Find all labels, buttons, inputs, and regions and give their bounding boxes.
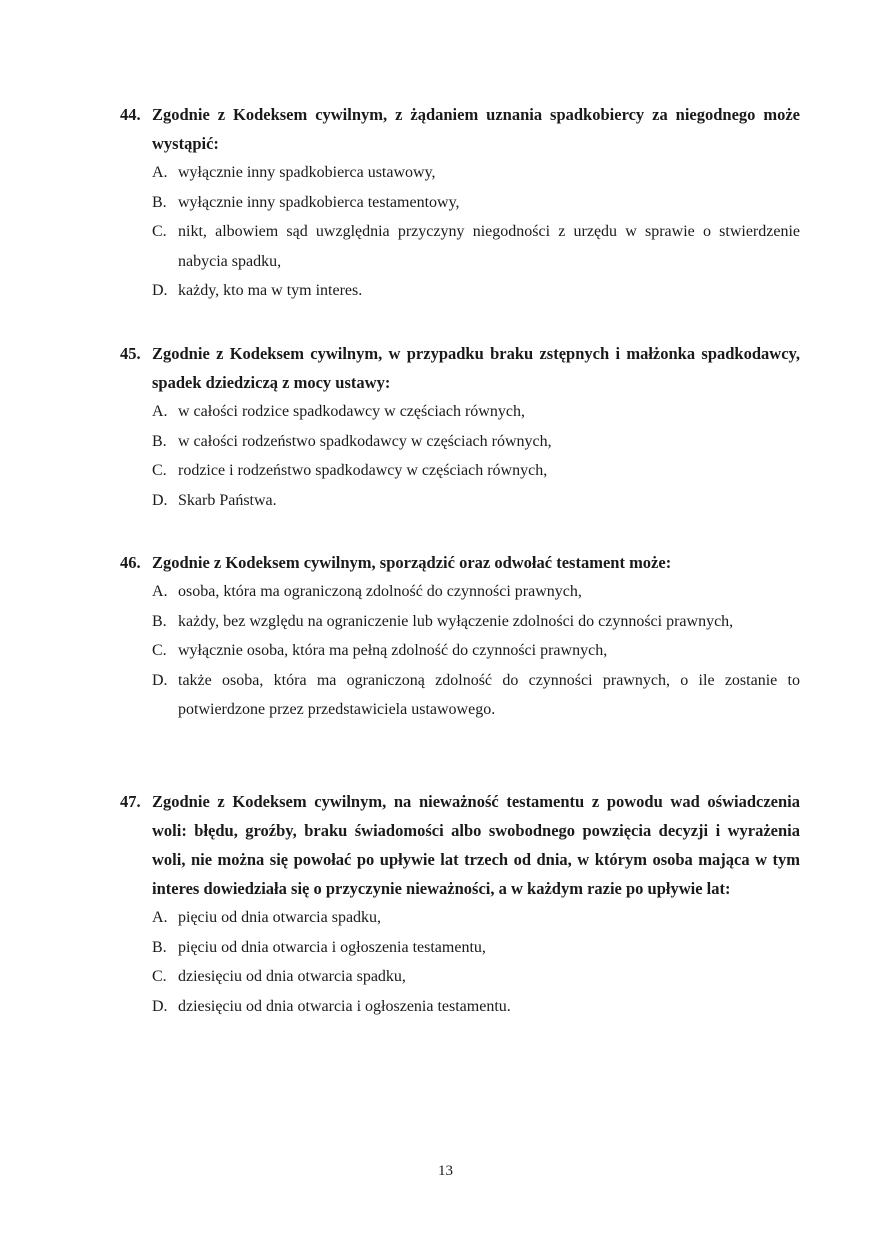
- answer-text: pięciu od dnia otwarcia spadku,: [178, 909, 382, 926]
- answer-text: wyłącznie inny spadkobierca ustawowy,: [178, 164, 436, 181]
- answer-letter: D.: [152, 671, 168, 689]
- answer-letter: C.: [152, 223, 167, 240]
- question-stem: [120, 339, 800, 397]
- answer-text: Skarb Państwa.: [178, 491, 277, 509]
- question-47: [120, 787, 800, 1021]
- answer-letter: B.: [152, 938, 167, 956]
- answer-text: także osoba, która ma ograniczoną zdolność do czynności prawnych, o ile zostanie to potwierdzone przez przedstawiciela ustawowego.: [178, 671, 800, 718]
- answer-option-d: [120, 666, 800, 725]
- question-number: 45.: [120, 344, 141, 363]
- question-45: [120, 339, 800, 515]
- answer-text: w całości rodzice spadkodawcy w częściach równych,: [178, 403, 525, 420]
- answer-text: każdy, bez względu na ograniczenie lub wyłączenie zdolności do czynności prawnych,: [178, 612, 734, 630]
- answer-option-d: [120, 486, 800, 516]
- question-number: 47.: [120, 792, 141, 811]
- answer-text: każdy, kto ma w tym interes.: [178, 282, 363, 299]
- answer-option-c: [120, 456, 800, 486]
- answer-option-c: [120, 962, 800, 992]
- answer-list: [120, 158, 800, 306]
- answer-letter: A.: [152, 403, 168, 420]
- question-number: 44.: [120, 105, 141, 124]
- answer-letter: B.: [152, 612, 167, 630]
- answer-text: wyłącznie osoba, która ma pełną zdolność do czynności prawnych,: [178, 642, 608, 659]
- answer-option-d: [120, 992, 800, 1022]
- answer-list: [120, 903, 800, 1021]
- question-text: Zgodnie z Kodeksem cywilnym, w przypadku braku zstępnych i małżonka spadkodawcy, spadek dziedziczą z mocy ustawy:: [152, 344, 800, 392]
- answer-text: nikt, albowiem sąd uwzględnia przyczyny niegodności z urzędu w sprawie o stwierdzenie nabycia spadku,: [178, 223, 800, 270]
- answer-letter: D.: [152, 491, 168, 509]
- answer-text: dziesięciu od dnia otwarcia spadku,: [178, 968, 406, 985]
- answer-option-a: [120, 903, 800, 933]
- answer-option-b: [120, 933, 800, 963]
- answer-option-a: [120, 158, 800, 188]
- answer-option-d: [120, 276, 800, 306]
- question-text: Zgodnie z Kodeksem cywilnym, z żądaniem uznania spadkobiercy za niegodnego może wystąpić:: [152, 105, 800, 153]
- answer-option-c: [120, 217, 800, 276]
- answer-letter: C.: [152, 968, 167, 985]
- question-44: [120, 100, 800, 306]
- answer-letter: D.: [152, 282, 168, 299]
- answer-list: [120, 397, 800, 515]
- question-stem: [120, 100, 800, 158]
- answer-text: osoba, która ma ograniczoną zdolność do czynności prawnych,: [178, 583, 582, 600]
- answer-letter: C.: [152, 642, 167, 659]
- question-text: Zgodnie z Kodeksem cywilnym, sporządzić oraz odwołać testament może:: [152, 553, 672, 572]
- answer-text: rodzice i rodzeństwo spadkodawcy w częściach równych,: [178, 462, 548, 479]
- answer-text: w całości rodzeństwo spadkodawcy w częściach równych,: [178, 432, 552, 450]
- answer-text: pięciu od dnia otwarcia i ogłoszenia testamentu,: [178, 938, 486, 956]
- answer-option-b: [120, 188, 800, 218]
- question-stem: [120, 548, 800, 577]
- answer-letter: C.: [152, 462, 167, 479]
- answer-text: dziesięciu od dnia otwarcia i ogłoszenia testamentu.: [178, 997, 511, 1015]
- answer-letter: A.: [152, 164, 168, 181]
- answer-option-a: [120, 397, 800, 427]
- answer-letter: D.: [152, 997, 168, 1015]
- answer-text: wyłącznie inny spadkobierca testamentowy,: [178, 193, 460, 211]
- question-stem: [120, 787, 800, 903]
- answer-option-c: [120, 636, 800, 666]
- page-number: 13: [438, 1163, 453, 1179]
- answer-option-b: [120, 607, 800, 637]
- answer-option-a: [120, 577, 800, 607]
- answer-letter: A.: [152, 909, 168, 926]
- answer-letter: B.: [152, 193, 167, 211]
- question-46: [120, 548, 800, 725]
- question-text: Zgodnie z Kodeksem cywilnym, na nieważność testamentu z powodu wad oświadczenia woli: błędu, groźby, braku świadomości albo swobodnego powzięcia decyzji i wyrażenia woli, nie można się powołać po upływie lat trzech od dnia, w którym osoba mająca w tym interes dowiedziała się o przyczynie nieważności, a w każdym razie po upływie lat:: [152, 792, 800, 898]
- question-number: 46.: [120, 553, 141, 572]
- answer-letter: A.: [152, 583, 168, 600]
- answer-option-b: [120, 427, 800, 457]
- answer-list: [120, 577, 800, 725]
- answer-letter: B.: [152, 432, 167, 450]
